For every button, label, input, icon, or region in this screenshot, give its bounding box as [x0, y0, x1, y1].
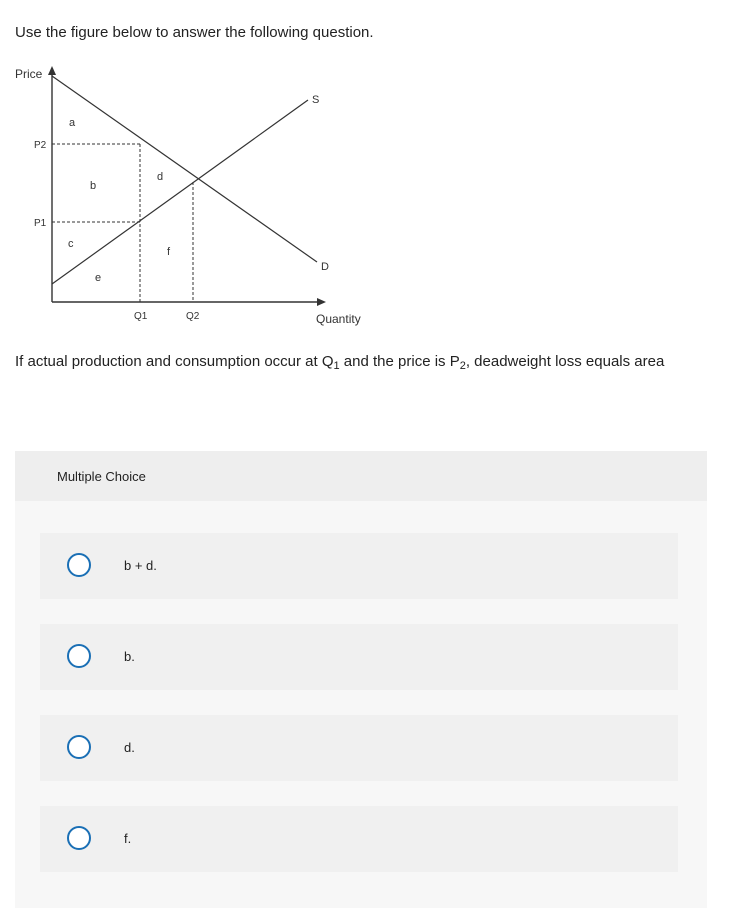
price-label-p2: P2 — [34, 140, 47, 151]
choice-option-3[interactable] — [40, 715, 678, 781]
area-label-e: e — [95, 272, 102, 284]
quantity-label-q2: Q2 — [186, 311, 200, 322]
intro-text: Use the figure below to answer the following question. — [15, 24, 374, 41]
question-text: If actual production and consumption occur at $Q_1$ and the price is $P_2$, deadweight loss equals area — [15, 353, 665, 372]
choice-label: b + d. — [124, 558, 157, 573]
multiple-choice-header: Multiple Choice — [15, 451, 707, 501]
supply-curve — [52, 100, 308, 284]
area-label-b: b — [90, 180, 97, 192]
choice-label: f. — [124, 831, 132, 846]
y-axis-arrow — [48, 66, 56, 75]
area-label-f: f — [167, 246, 171, 258]
demand-label: D — [321, 261, 329, 273]
area-label-d: d — [157, 171, 164, 183]
demand-curve — [52, 76, 320, 262]
radio-button[interactable] — [67, 735, 91, 759]
choice-option-1[interactable] — [40, 533, 678, 599]
area-label-a: a — [69, 117, 76, 129]
supply-label: S — [312, 94, 320, 106]
x-axis-arrow — [317, 298, 326, 306]
price-label-p1: P1 — [34, 218, 47, 229]
x-axis-label: Quantity — [316, 312, 361, 326]
area-label-c: c — [68, 238, 74, 250]
choice-label: d. — [124, 740, 135, 755]
y-axis-label: Price — [15, 67, 43, 81]
radio-button[interactable] — [67, 644, 91, 668]
choice-option-2[interactable] — [40, 624, 678, 690]
choice-option-4[interactable] — [40, 806, 678, 872]
radio-button[interactable] — [67, 826, 91, 850]
multiple-choice-panel — [15, 451, 707, 908]
quantity-label-q1: Q1 — [134, 311, 148, 322]
radio-button[interactable] — [67, 553, 91, 577]
choice-label: b. — [124, 649, 135, 664]
supply-demand-figure — [10, 62, 380, 337]
